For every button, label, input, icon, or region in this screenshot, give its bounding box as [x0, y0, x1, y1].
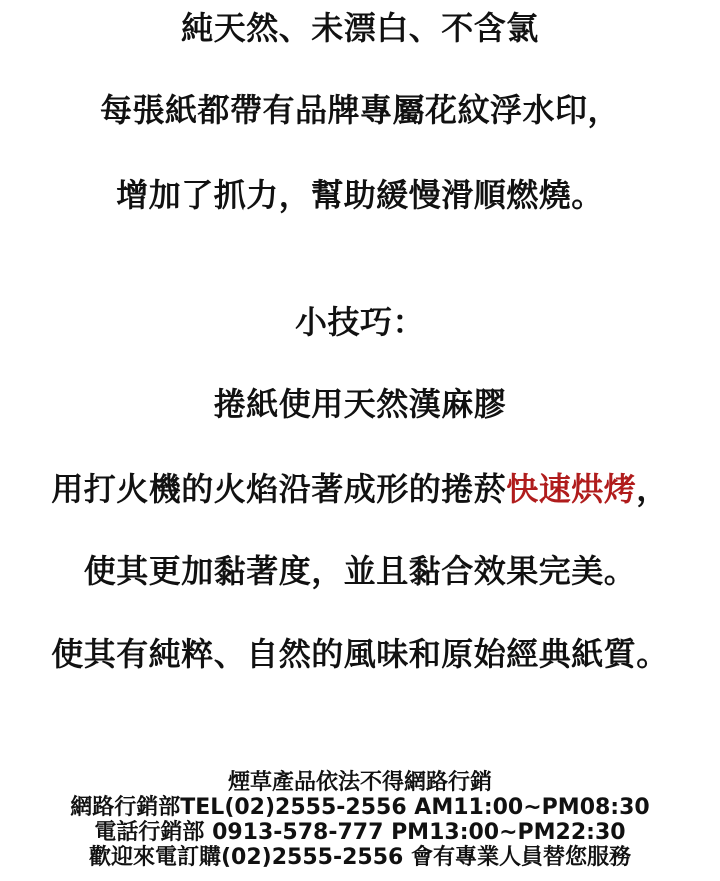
tip-line-flavor: 使其有純粹、自然的風味和原始經典紙質。 — [51, 635, 669, 673]
tips-heading: 小技巧： — [294, 303, 425, 341]
legal-notice: 煙草產品依法不得網路行銷 — [227, 770, 492, 795]
feature-line-natural: 純天然、未漂白、不含氯 — [181, 9, 539, 47]
tip-line-gum: 捲紙使用天然漢麻膠 — [213, 385, 507, 423]
tip-line-lighter-end: ， — [636, 470, 669, 508]
tip-line-lighter — [0, 469, 720, 509]
tip-line-lighter-start: 用打火機的火焰沿著成形的捲菸 — [51, 470, 507, 508]
order-hotline: 歡迎來電訂購(02)2555-2556 會有專業人員替您服務 — [89, 845, 631, 870]
feature-line-burn: 增加了抓力，幫助緩慢滑順燃燒。 — [116, 176, 604, 214]
phone-sales-contact: 電話行銷部 0913-578-777 PM13:00~PM22:30 — [94, 820, 626, 845]
highlight-text: 快速烘烤 — [506, 470, 637, 508]
online-sales-contact: 網路行銷部TEL(02)2555-2556 AM11:00~PM08:30 — [70, 795, 650, 820]
tip-line-adhesion: 使其更加黏著度，並且黏合效果完美。 — [83, 552, 637, 590]
feature-line-watermark: 每張紙都帶有品牌專屬花紋浮水印， — [99, 91, 620, 129]
